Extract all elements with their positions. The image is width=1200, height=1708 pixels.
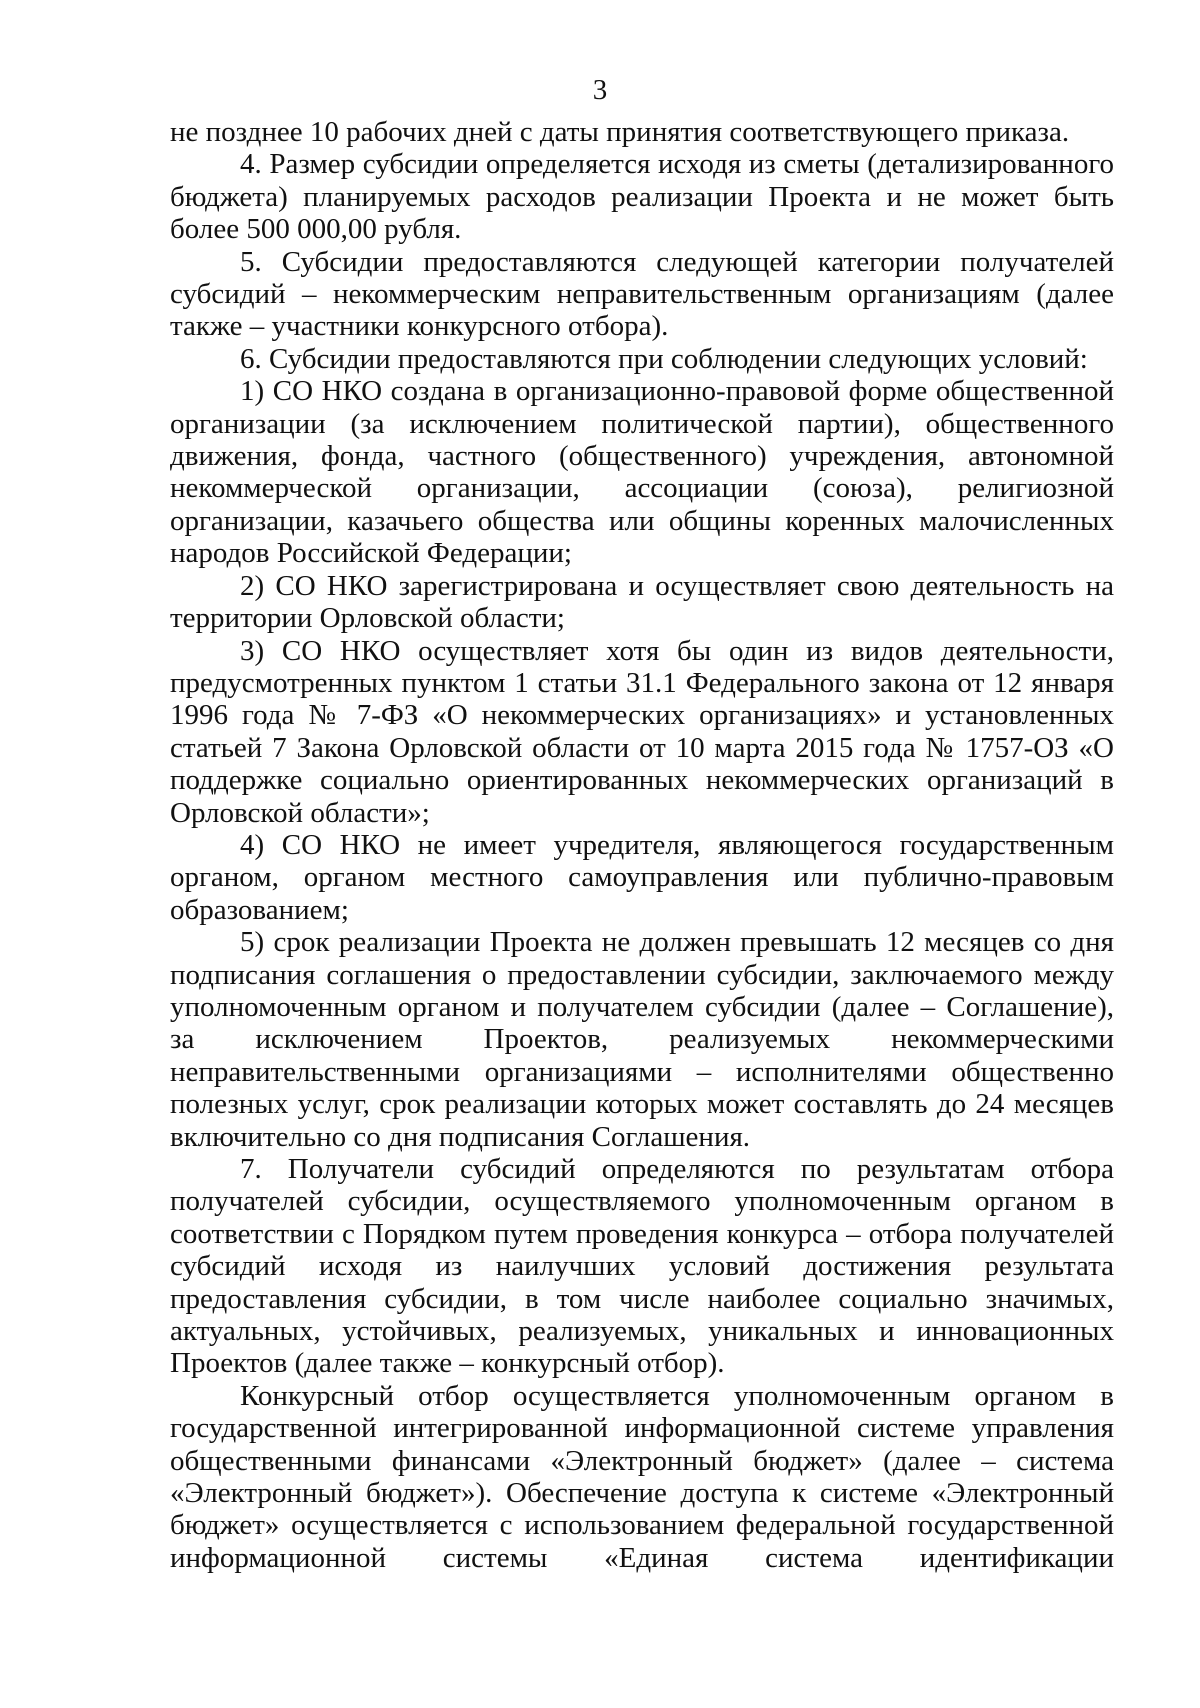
paragraph-condition-2: 2) СО НКО зарегистрирована и осуществляет свою деятельность на территории Орловской области; (170, 569, 1114, 635)
page-number: 3 (592, 74, 608, 106)
paragraph-condition-5: 5) срок реализации Проекта не должен превышать 12 месяцев со дня подписания соглашения о предоставлении субсидии, заключаемого между уполномоченным органом и получателем субсидии (далее – Соглашение), за исключением Проектов, реализуемых некоммерческими неправительственными организациями – исполнителями общественно полезных услуг, срок реализации которых может составлять до 24 месяцев включительно со дня подписания Соглашения. (170, 926, 1114, 1153)
paragraph-continuation: не позднее 10 рабочих дней с даты принятия соответствующего приказа. (170, 116, 1070, 148)
paragraph-condition-3: 3) СО НКО осуществляет хотя бы один из видов деятельности, предусмотренных пунктом 1 статьи 31.1 Федерального закона от 12 января 1996 года № 7-ФЗ «О некоммерческих организациях» и установленных статьей 7 Закона Орловской области от 10 марта 2015 года № 1757-ОЗ «О поддержке социально ориентированных некоммерческих организаций в Орловской области»; (170, 634, 1114, 829)
paragraph-condition-1: 1) СО НКО создана в организационно-правовой форме общественной организации (за исключением политической партии), общественного движения, фонда, частного (общественного) учреждения, автономной некоммерческой организации, ассоциации (союза), религиозной организации, казачьего общества или общины коренных малочисленных народов Российской Федерации; (170, 375, 1114, 570)
paragraph-item-6: 6. Субсидии предоставляются при соблюдении следующих условий: (240, 342, 1088, 375)
document-body (170, 116, 1114, 1574)
paragraph-competition-selection: Конкурсный отбор осуществляется уполномоченным органом в государственной интегрированной информационной системе управления общественными финансами «Электронный бюджет» (далее – система «Электронный бюджет»). Обеспечение доступа к системе «Электронный бюджет» осуществляется с использованием федеральной государственной информационной системы «Единая система идентификации (170, 1379, 1114, 1574)
paragraph-item-7: 7. Получатели субсидий определяются по результатам отбора получателей субсидии, осуществляемого уполномоченным органом в соответствии с Порядком путем проведения конкурса – отбора получателей субсидий исходя из наилучших условий достижения результата предоставления субсидии, в том числе наиболее социально значимых, актуальных, устойчивых, реализуемых, уникальных и инновационных Проектов (далее также – конкурсный отбор). (170, 1153, 1114, 1380)
paragraph-item-4: 4. Размер субсидии определяется исходя из сметы (детализированного бюджета) планируемых расходов реализации Проекта и не может быть более 500 000,00 рубля. (170, 148, 1114, 246)
paragraph-item-5: 5. Субсидии предоставляются следующей категории получателей субсидий – некоммерческим неправительственным организациям (далее также – участники конкурсного отбора). (170, 245, 1114, 343)
paragraph-condition-4: 4) СО НКО не имеет учредителя, являющегося государственным органом, органом местного самоуправления или публично-правовым образованием; (170, 828, 1114, 926)
